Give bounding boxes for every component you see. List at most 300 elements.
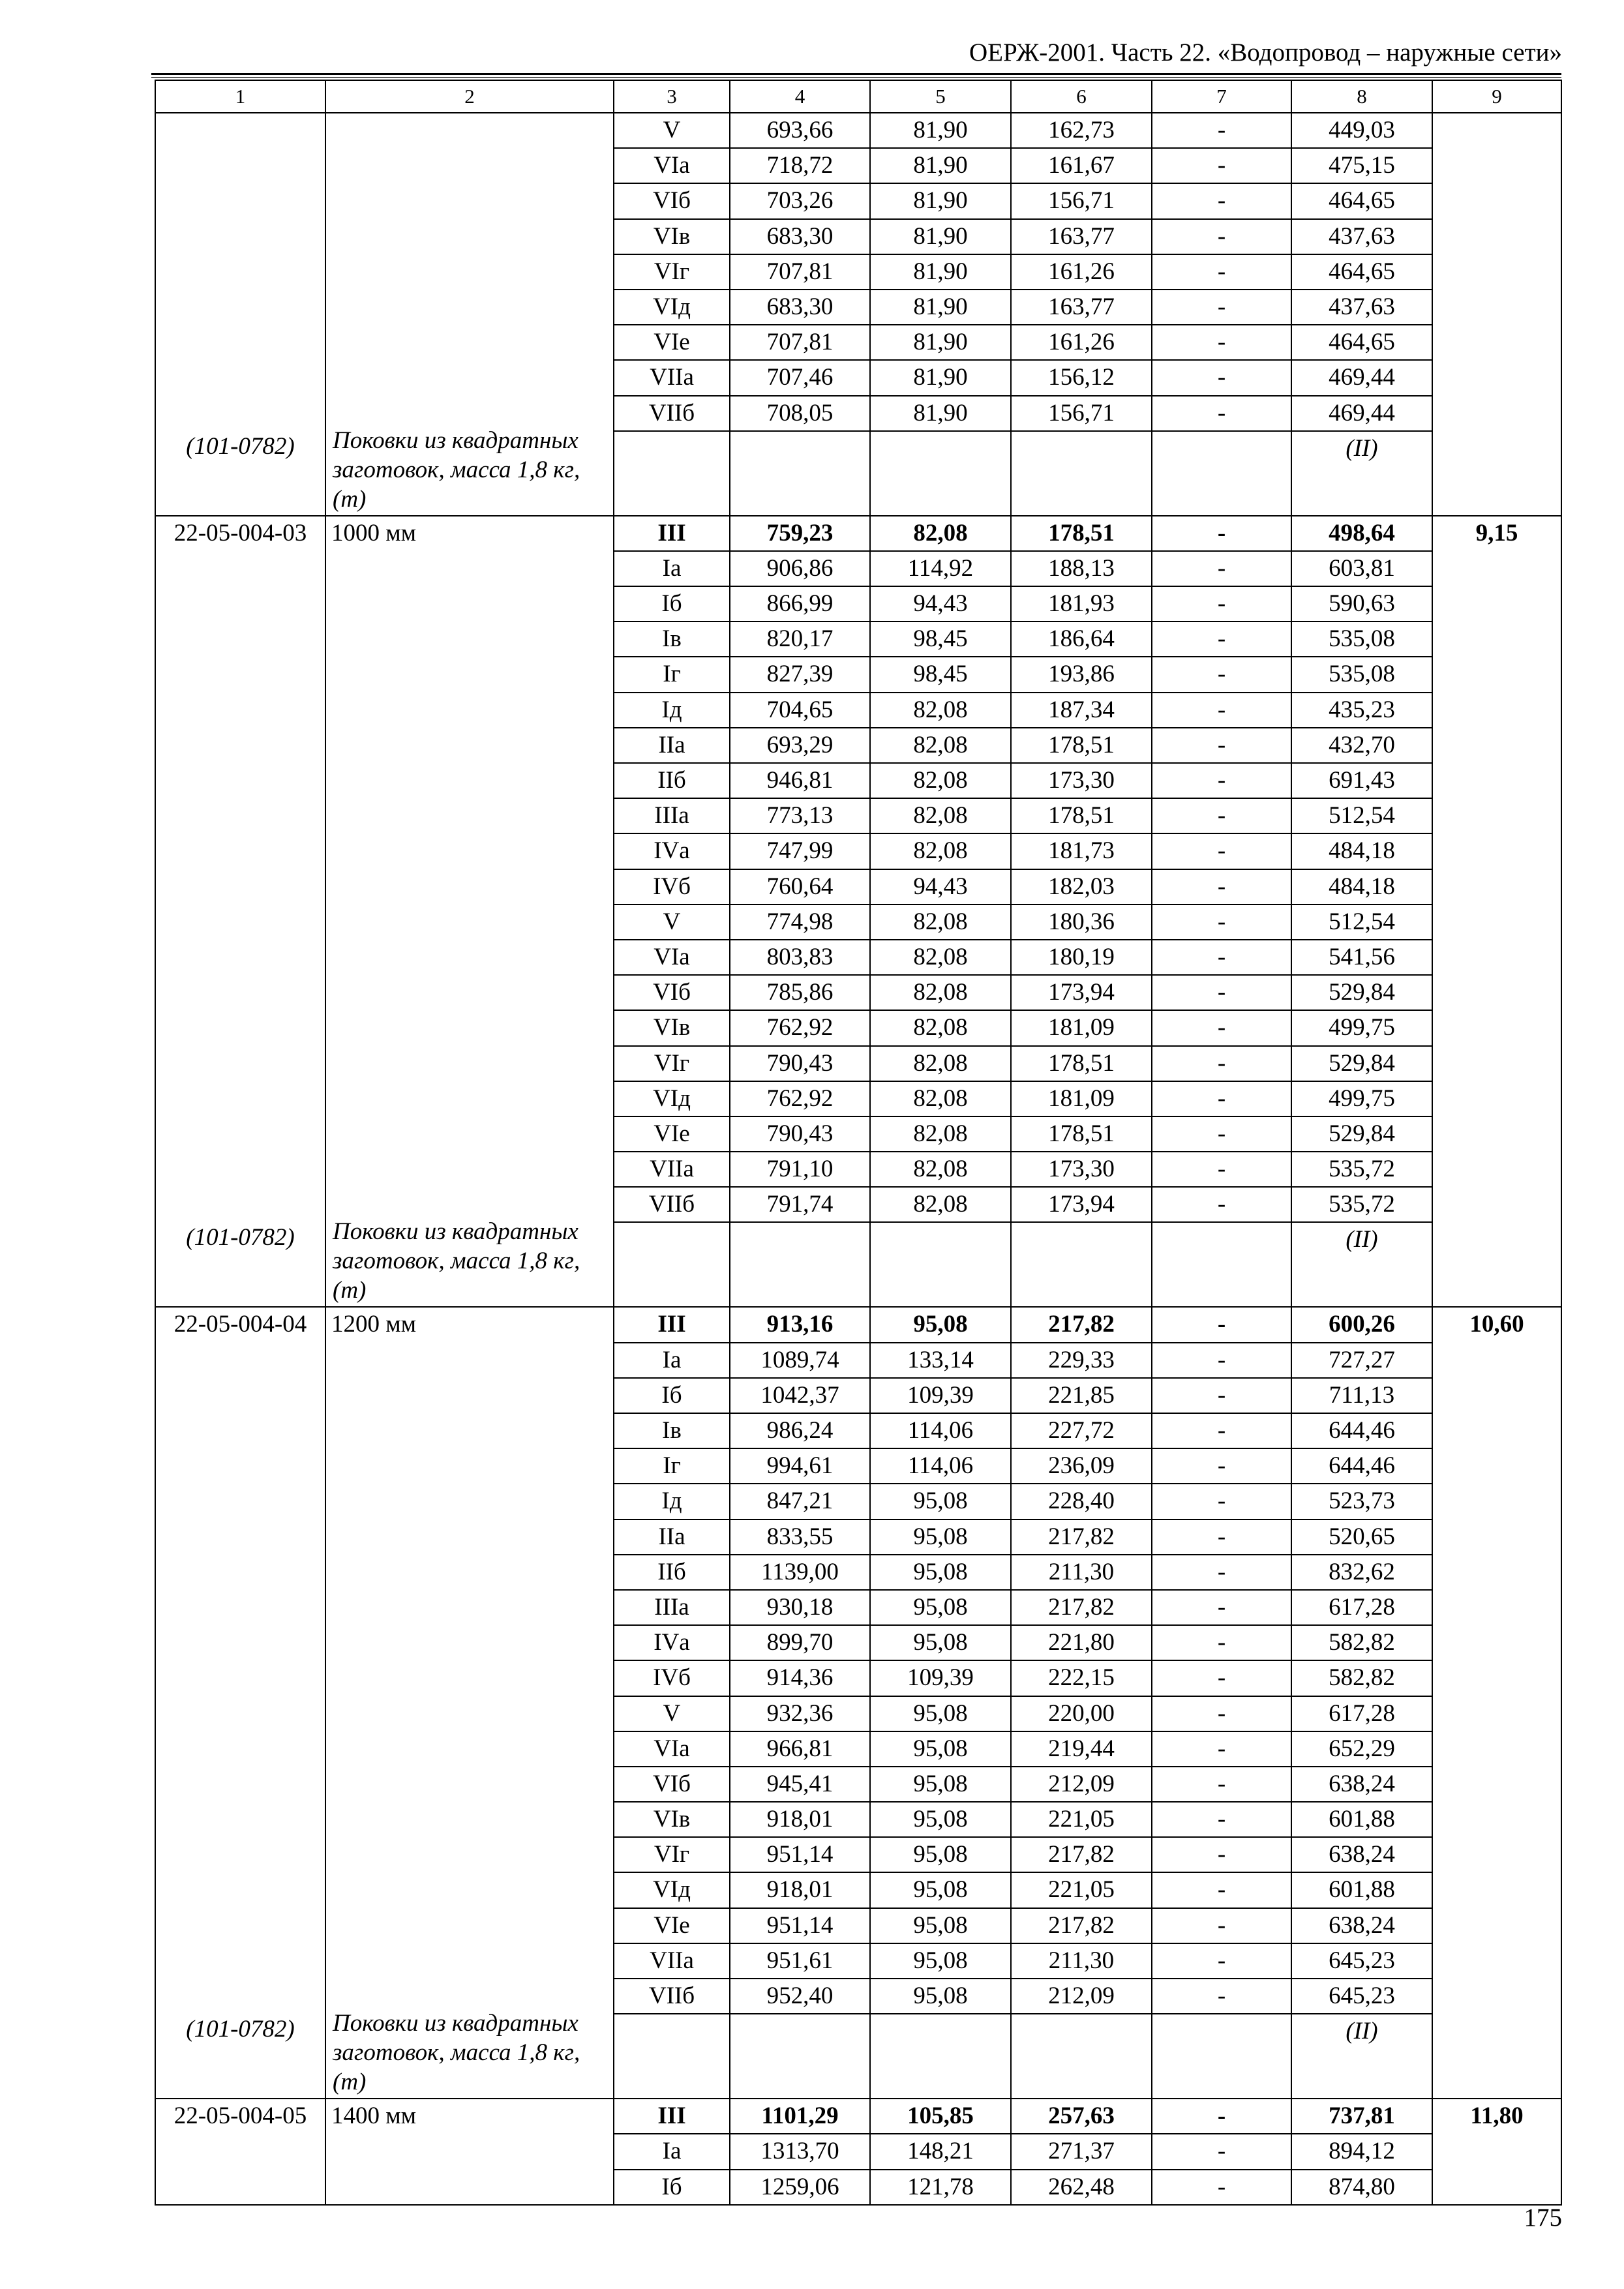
value-cell-c7: -: [1152, 1837, 1291, 1872]
value-cell-c7: -: [1152, 1343, 1291, 1378]
value-cell-c7: -: [1152, 1555, 1291, 1590]
value-cell-c6: 186,64: [1011, 621, 1152, 657]
value-cell-c4: 966,81: [730, 1731, 870, 1767]
zone-cell: VIб: [614, 183, 730, 218]
value-cell-c4: 693,66: [730, 113, 870, 148]
column-number: 9: [1432, 80, 1561, 113]
value-cell-c8: 737,81: [1291, 2099, 1432, 2134]
rate-code: 22-05-004-04: [173, 1311, 307, 1338]
value-cell-c7: -: [1152, 2134, 1291, 2169]
zone-cell: VIв: [614, 219, 730, 254]
value-cell-c6: 156,12: [1011, 360, 1152, 395]
value-cell-c7: -: [1152, 975, 1291, 1010]
total-cell: [1432, 113, 1561, 516]
zone-cell: VIд: [614, 1081, 730, 1116]
value-cell-c5: 95,08: [870, 1625, 1011, 1660]
value-cell-c7: -: [1152, 183, 1291, 218]
note-value-cell: (II): [1291, 2014, 1432, 2099]
value-cell-c6: 217,82: [1011, 1519, 1152, 1555]
rate-name-cell: [325, 1307, 614, 2099]
value-cell-c8: 645,23: [1291, 1979, 1432, 2014]
zone-cell: V: [614, 113, 730, 148]
value-cell-c8: 464,65: [1291, 254, 1432, 290]
rate-name: 1000 мм: [331, 519, 417, 546]
value-cell-c7: -: [1152, 798, 1291, 833]
value-cell-c6: 221,05: [1011, 1802, 1152, 1837]
value-cell-c4: 785,86: [730, 975, 870, 1010]
note-code: (101-0782): [186, 432, 295, 460]
value-cell-c6: 187,34: [1011, 693, 1152, 728]
value-cell-c4: 791,74: [730, 1187, 870, 1222]
value-cell-c6: 182,03: [1011, 869, 1152, 905]
value-cell-c6: 219,44: [1011, 1731, 1152, 1767]
value-cell-c4: 1089,74: [730, 1343, 870, 1378]
rate-code-cell: [155, 1307, 325, 2099]
note-code: (101-0782): [186, 2016, 295, 2043]
value-cell-c7: -: [1152, 1696, 1291, 1731]
value-cell-c5: 82,08: [870, 1152, 1011, 1187]
value-cell-c7: -: [1152, 219, 1291, 254]
value-cell-c7: -: [1152, 1802, 1291, 1837]
value-cell-c6: 178,51: [1011, 516, 1152, 551]
value-cell-c4: 704,65: [730, 693, 870, 728]
value-cell-c5: 82,08: [870, 1046, 1011, 1081]
column-number: 3: [614, 80, 730, 113]
value-cell-c7: -: [1152, 869, 1291, 905]
value-cell-c4: 790,43: [730, 1046, 870, 1081]
note-text: Поковки из квадратных заготовок, масса 1,8 кг, (т): [333, 1218, 580, 1304]
note-empty-cell: [730, 1222, 870, 1307]
value-cell-c8: 727,27: [1291, 1343, 1432, 1378]
value-cell-c6: 178,51: [1011, 1116, 1152, 1152]
value-cell-c5: 95,08: [870, 1519, 1011, 1555]
note-empty-cell: [870, 431, 1011, 516]
table-row: [155, 1307, 1561, 1342]
zone-cell: VIIа: [614, 360, 730, 395]
value-cell-c5: 95,08: [870, 1731, 1011, 1767]
value-cell-c6: 163,77: [1011, 290, 1152, 325]
zone-cell: VIIа: [614, 1152, 730, 1187]
value-cell-c7: -: [1152, 1378, 1291, 1413]
value-cell-c5: 81,90: [870, 219, 1011, 254]
value-cell-c7: -: [1152, 657, 1291, 692]
value-cell-c8: 529,84: [1291, 1116, 1432, 1152]
value-cell-c8: 535,08: [1291, 657, 1432, 692]
value-cell-c5: 82,08: [870, 516, 1011, 551]
value-cell-c4: 774,98: [730, 905, 870, 940]
note-empty-cell: [1152, 1222, 1291, 1307]
zone-cell: VIIб: [614, 396, 730, 431]
value-cell-c6: 161,67: [1011, 148, 1152, 183]
value-cell-c7: -: [1152, 1484, 1291, 1519]
value-cell-c4: 773,13: [730, 798, 870, 833]
total-cell: [1432, 2099, 1561, 2205]
zone-cell: IVа: [614, 833, 730, 869]
value-cell-c5: 82,08: [870, 1116, 1011, 1152]
value-cell-c4: 683,30: [730, 290, 870, 325]
value-cell-c6: 217,82: [1011, 1908, 1152, 1943]
value-cell-c8: 691,43: [1291, 763, 1432, 798]
zone-cell: Iа: [614, 1343, 730, 1378]
value-cell-c5: 82,08: [870, 763, 1011, 798]
value-cell-c4: 951,14: [730, 1837, 870, 1872]
value-cell-c4: 1259,06: [730, 2170, 870, 2205]
value-cell-c8: 601,88: [1291, 1802, 1432, 1837]
value-cell-c4: 951,61: [730, 1943, 870, 1979]
value-cell-c4: 1101,29: [730, 2099, 870, 2134]
zone-cell: VIе: [614, 1908, 730, 1943]
value-cell-c4: 1139,00: [730, 1555, 870, 1590]
value-cell-c7: -: [1152, 1519, 1291, 1555]
column-number: 4: [730, 80, 870, 113]
value-cell-c8: 499,75: [1291, 1081, 1432, 1116]
value-cell-c6: 222,15: [1011, 1660, 1152, 1696]
value-cell-c5: 114,06: [870, 1413, 1011, 1448]
value-cell-c7: -: [1152, 763, 1291, 798]
total-value: 10,60: [1469, 1311, 1524, 1338]
value-cell-c8: 603,81: [1291, 551, 1432, 586]
note-value-cell: (II): [1291, 431, 1432, 516]
value-cell-c5: 82,08: [870, 693, 1011, 728]
header-rule-thin: [151, 77, 1561, 78]
value-cell-c4: 707,81: [730, 254, 870, 290]
value-cell-c7: -: [1152, 1307, 1291, 1342]
value-cell-c4: 866,99: [730, 586, 870, 621]
rate-name-cell: [325, 113, 614, 516]
value-cell-c5: 81,90: [870, 113, 1011, 148]
value-cell-c4: 791,10: [730, 1152, 870, 1187]
value-cell-c6: 178,51: [1011, 798, 1152, 833]
zone-cell: Iд: [614, 1484, 730, 1519]
value-cell-c6: 221,80: [1011, 1625, 1152, 1660]
value-cell-c6: 188,13: [1011, 551, 1152, 586]
column-number: 5: [870, 80, 1011, 113]
zone-cell: VIб: [614, 975, 730, 1010]
value-cell-c4: 790,43: [730, 1116, 870, 1152]
value-cell-c5: 81,90: [870, 148, 1011, 183]
note-empty-cell: [1152, 431, 1291, 516]
value-cell-c6: 163,77: [1011, 219, 1152, 254]
value-cell-c4: 946,81: [730, 763, 870, 798]
rate-code-cell: [155, 516, 325, 1308]
value-cell-c8: 512,54: [1291, 798, 1432, 833]
column-number: 1: [155, 80, 325, 113]
value-cell-c7: -: [1152, 621, 1291, 657]
zone-cell: VIIа: [614, 1943, 730, 1979]
value-cell-c8: 601,88: [1291, 1872, 1432, 1908]
value-cell-c8: 437,63: [1291, 290, 1432, 325]
value-cell-c8: 512,54: [1291, 905, 1432, 940]
value-cell-c5: 109,39: [870, 1660, 1011, 1696]
note-text: Поковки из квадратных заготовок, масса 1,8 кг, (т): [333, 426, 580, 513]
value-cell-c8: 874,80: [1291, 2170, 1432, 2205]
value-cell-c8: 590,63: [1291, 586, 1432, 621]
rate-name-cell: [325, 516, 614, 1308]
value-cell-c6: 227,72: [1011, 1413, 1152, 1448]
value-cell-c4: 759,23: [730, 516, 870, 551]
zone-cell: Iа: [614, 2134, 730, 2169]
value-cell-c5: 82,08: [870, 728, 1011, 763]
value-cell-c5: 82,08: [870, 1010, 1011, 1045]
zone-cell: IIа: [614, 1519, 730, 1555]
header-rule: [151, 73, 1561, 75]
value-cell-c5: 133,14: [870, 1343, 1011, 1378]
page-header: ОЕРЖ-2001. Часть 22. «Водопровод – наружные сети»: [969, 38, 1562, 67]
value-cell-c7: -: [1152, 1116, 1291, 1152]
value-cell-c7: -: [1152, 1731, 1291, 1767]
value-cell-c7: -: [1152, 254, 1291, 290]
value-cell-c5: 98,45: [870, 657, 1011, 692]
value-cell-c6: 181,73: [1011, 833, 1152, 869]
zone-cell: Iв: [614, 621, 730, 657]
value-cell-c7: -: [1152, 1625, 1291, 1660]
value-cell-c4: 707,46: [730, 360, 870, 395]
value-cell-c8: 484,18: [1291, 833, 1432, 869]
zone-cell: IIб: [614, 1555, 730, 1590]
value-cell-c5: 94,43: [870, 869, 1011, 905]
value-cell-c4: 707,81: [730, 325, 870, 360]
value-cell-c8: 475,15: [1291, 148, 1432, 183]
value-cell-c5: 105,85: [870, 2099, 1011, 2134]
note-empty-cell: [730, 431, 870, 516]
value-cell-c4: 951,14: [730, 1908, 870, 1943]
value-cell-c7: -: [1152, 325, 1291, 360]
note-empty-cell: [870, 1222, 1011, 1307]
value-cell-c8: 435,23: [1291, 693, 1432, 728]
value-cell-c4: 930,18: [730, 1590, 870, 1625]
zone-cell: Iб: [614, 586, 730, 621]
rate-code: 22-05-004-05: [173, 2102, 307, 2130]
value-cell-c5: 81,90: [870, 254, 1011, 290]
value-cell-c6: 271,37: [1011, 2134, 1152, 2169]
value-cell-c8: 638,24: [1291, 1837, 1432, 1872]
note-text: Поковки из квадратных заготовок, масса 1,8 кг, (т): [333, 2010, 580, 2096]
value-cell-c8: 535,72: [1291, 1187, 1432, 1222]
zone-cell: III: [614, 2099, 730, 2134]
zone-cell: VIа: [614, 148, 730, 183]
zone-cell: V: [614, 905, 730, 940]
value-cell-c6: 211,30: [1011, 1555, 1152, 1590]
value-cell-c8: 582,82: [1291, 1625, 1432, 1660]
total-cell: [1432, 1307, 1561, 2099]
value-cell-c8: 484,18: [1291, 869, 1432, 905]
note-value-cell: (II): [1291, 1222, 1432, 1307]
zone-cell: Iв: [614, 1413, 730, 1448]
value-cell-c8: 638,24: [1291, 1908, 1432, 1943]
value-cell-c6: 193,86: [1011, 657, 1152, 692]
value-cell-c4: 827,39: [730, 657, 870, 692]
value-cell-c5: 82,08: [870, 905, 1011, 940]
value-cell-c5: 95,08: [870, 1555, 1011, 1590]
value-cell-c5: 82,08: [870, 940, 1011, 975]
value-cell-c8: 894,12: [1291, 2134, 1432, 2169]
zone-cell: IIIа: [614, 1590, 730, 1625]
zone-cell: IIб: [614, 763, 730, 798]
zone-cell: VIб: [614, 1767, 730, 1802]
value-cell-c5: 95,08: [870, 1802, 1011, 1837]
value-cell-c7: -: [1152, 1660, 1291, 1696]
value-cell-c4: 1042,37: [730, 1378, 870, 1413]
value-cell-c7: -: [1152, 1081, 1291, 1116]
value-cell-c7: -: [1152, 1413, 1291, 1448]
value-cell-c7: -: [1152, 2170, 1291, 2205]
value-cell-c5: 95,08: [870, 1979, 1011, 2014]
value-cell-c5: 114,06: [870, 1448, 1011, 1484]
zone-cell: Iа: [614, 551, 730, 586]
total-value: 9,15: [1475, 519, 1518, 546]
zone-cell: VIг: [614, 1046, 730, 1081]
value-cell-c7: -: [1152, 1767, 1291, 1802]
value-cell-c6: 229,33: [1011, 1343, 1152, 1378]
value-cell-c7: -: [1152, 728, 1291, 763]
value-cell-c6: 173,30: [1011, 1152, 1152, 1187]
zone-cell: VIа: [614, 940, 730, 975]
value-cell-c4: 986,24: [730, 1413, 870, 1448]
value-cell-c5: 148,21: [870, 2134, 1011, 2169]
value-cell-c7: -: [1152, 1979, 1291, 2014]
value-cell-c5: 82,08: [870, 1187, 1011, 1222]
zone-cell: III: [614, 1307, 730, 1342]
zone-cell: III: [614, 516, 730, 551]
rate-code-cell: [155, 2099, 325, 2205]
value-cell-c8: 652,29: [1291, 1731, 1432, 1767]
value-cell-c7: -: [1152, 833, 1291, 869]
column-number: 6: [1011, 80, 1152, 113]
value-cell-c8: 644,46: [1291, 1448, 1432, 1484]
value-cell-c5: 98,45: [870, 621, 1011, 657]
value-cell-c7: -: [1152, 586, 1291, 621]
zone-cell: IIа: [614, 728, 730, 763]
value-cell-c5: 95,08: [870, 1872, 1011, 1908]
value-cell-c7: -: [1152, 1152, 1291, 1187]
value-cell-c8: 432,70: [1291, 728, 1432, 763]
value-cell-c5: 81,90: [870, 325, 1011, 360]
value-cell-c5: 82,08: [870, 798, 1011, 833]
value-cell-c5: 82,08: [870, 833, 1011, 869]
note-empty-cell: [1011, 431, 1152, 516]
column-number: 8: [1291, 80, 1432, 113]
rate-code-cell: [155, 113, 325, 516]
note-empty-cell: [870, 2014, 1011, 2099]
zone-cell: IVб: [614, 1660, 730, 1696]
value-cell-c8: 499,75: [1291, 1010, 1432, 1045]
value-cell-c6: 178,51: [1011, 1046, 1152, 1081]
value-cell-c8: 711,13: [1291, 1378, 1432, 1413]
value-cell-c6: 180,19: [1011, 940, 1152, 975]
value-cell-c8: 498,64: [1291, 516, 1432, 551]
value-cell-c7: -: [1152, 1448, 1291, 1484]
note-zone-cell: [614, 1222, 730, 1307]
value-cell-c7: -: [1152, 1943, 1291, 1979]
value-cell-c7: -: [1152, 1590, 1291, 1625]
value-cell-c8: 645,23: [1291, 1943, 1432, 1979]
value-cell-c7: -: [1152, 940, 1291, 975]
value-cell-c4: 847,21: [730, 1484, 870, 1519]
value-cell-c4: 906,86: [730, 551, 870, 586]
note-empty-cell: [1011, 1222, 1152, 1307]
value-cell-c6: 236,09: [1011, 1448, 1152, 1484]
value-cell-c7: -: [1152, 113, 1291, 148]
value-cell-c5: 81,90: [870, 396, 1011, 431]
column-number: 2: [325, 80, 614, 113]
zone-cell: VIд: [614, 290, 730, 325]
value-cell-c7: -: [1152, 1872, 1291, 1908]
value-cell-c8: 529,84: [1291, 975, 1432, 1010]
total-value: 11,80: [1470, 2102, 1524, 2130]
value-cell-c6: 181,93: [1011, 586, 1152, 621]
value-cell-c4: 803,83: [730, 940, 870, 975]
value-cell-c5: 95,08: [870, 1943, 1011, 1979]
value-cell-c6: 221,05: [1011, 1872, 1152, 1908]
value-cell-c4: 952,40: [730, 1979, 870, 2014]
value-cell-c8: 600,26: [1291, 1307, 1432, 1342]
zone-cell: VIIб: [614, 1187, 730, 1222]
value-cell-c6: 173,94: [1011, 1187, 1152, 1222]
value-cell-c8: 469,44: [1291, 360, 1432, 395]
value-cell-c6: 212,09: [1011, 1767, 1152, 1802]
value-cell-c6: 178,51: [1011, 728, 1152, 763]
value-cell-c4: 762,92: [730, 1010, 870, 1045]
value-cell-c8: 582,82: [1291, 1660, 1432, 1696]
zone-cell: Iг: [614, 1448, 730, 1484]
value-cell-c8: 535,08: [1291, 621, 1432, 657]
note-empty-cell: [1152, 2014, 1291, 2099]
value-cell-c6: 257,63: [1011, 2099, 1152, 2134]
value-cell-c7: -: [1152, 148, 1291, 183]
value-cell-c5: 81,90: [870, 360, 1011, 395]
value-cell-c8: 529,84: [1291, 1046, 1432, 1081]
value-cell-c6: 181,09: [1011, 1081, 1152, 1116]
value-cell-c6: 221,85: [1011, 1378, 1152, 1413]
zone-cell: VIв: [614, 1010, 730, 1045]
value-cell-c4: 918,01: [730, 1872, 870, 1908]
value-cell-c6: 212,09: [1011, 1979, 1152, 2014]
value-cell-c4: 899,70: [730, 1625, 870, 1660]
note-zone-cell: [614, 431, 730, 516]
value-cell-c8: 617,28: [1291, 1696, 1432, 1731]
value-cell-c5: 95,08: [870, 1307, 1011, 1342]
value-cell-c6: 173,30: [1011, 763, 1152, 798]
zone-cell: Iд: [614, 693, 730, 728]
value-cell-c8: 617,28: [1291, 1590, 1432, 1625]
zone-cell: Iб: [614, 1378, 730, 1413]
note-empty-cell: [1011, 2014, 1152, 2099]
value-cell-c7: -: [1152, 693, 1291, 728]
rate-name-cell: [325, 2099, 614, 2205]
zone-cell: IIIа: [614, 798, 730, 833]
value-cell-c5: 82,08: [870, 1081, 1011, 1116]
value-cell-c7: -: [1152, 2099, 1291, 2134]
value-cell-c4: 913,16: [730, 1307, 870, 1342]
value-cell-c8: 464,65: [1291, 183, 1432, 218]
value-cell-c7: -: [1152, 1046, 1291, 1081]
zone-cell: VIд: [614, 1872, 730, 1908]
value-cell-c5: 95,08: [870, 1908, 1011, 1943]
value-cell-c8: 535,72: [1291, 1152, 1432, 1187]
value-cell-c7: -: [1152, 551, 1291, 586]
value-cell-c7: -: [1152, 360, 1291, 395]
value-cell-c4: 693,29: [730, 728, 870, 763]
zone-cell: VIг: [614, 1837, 730, 1872]
value-cell-c6: 181,09: [1011, 1010, 1152, 1045]
value-cell-c5: 121,78: [870, 2170, 1011, 2205]
rate-code: 22-05-004-03: [173, 519, 307, 546]
value-cell-c4: 708,05: [730, 396, 870, 431]
rates-table: [155, 80, 1562, 2206]
value-cell-c5: 81,90: [870, 290, 1011, 325]
column-number: 7: [1152, 80, 1291, 113]
value-cell-c7: -: [1152, 1187, 1291, 1222]
